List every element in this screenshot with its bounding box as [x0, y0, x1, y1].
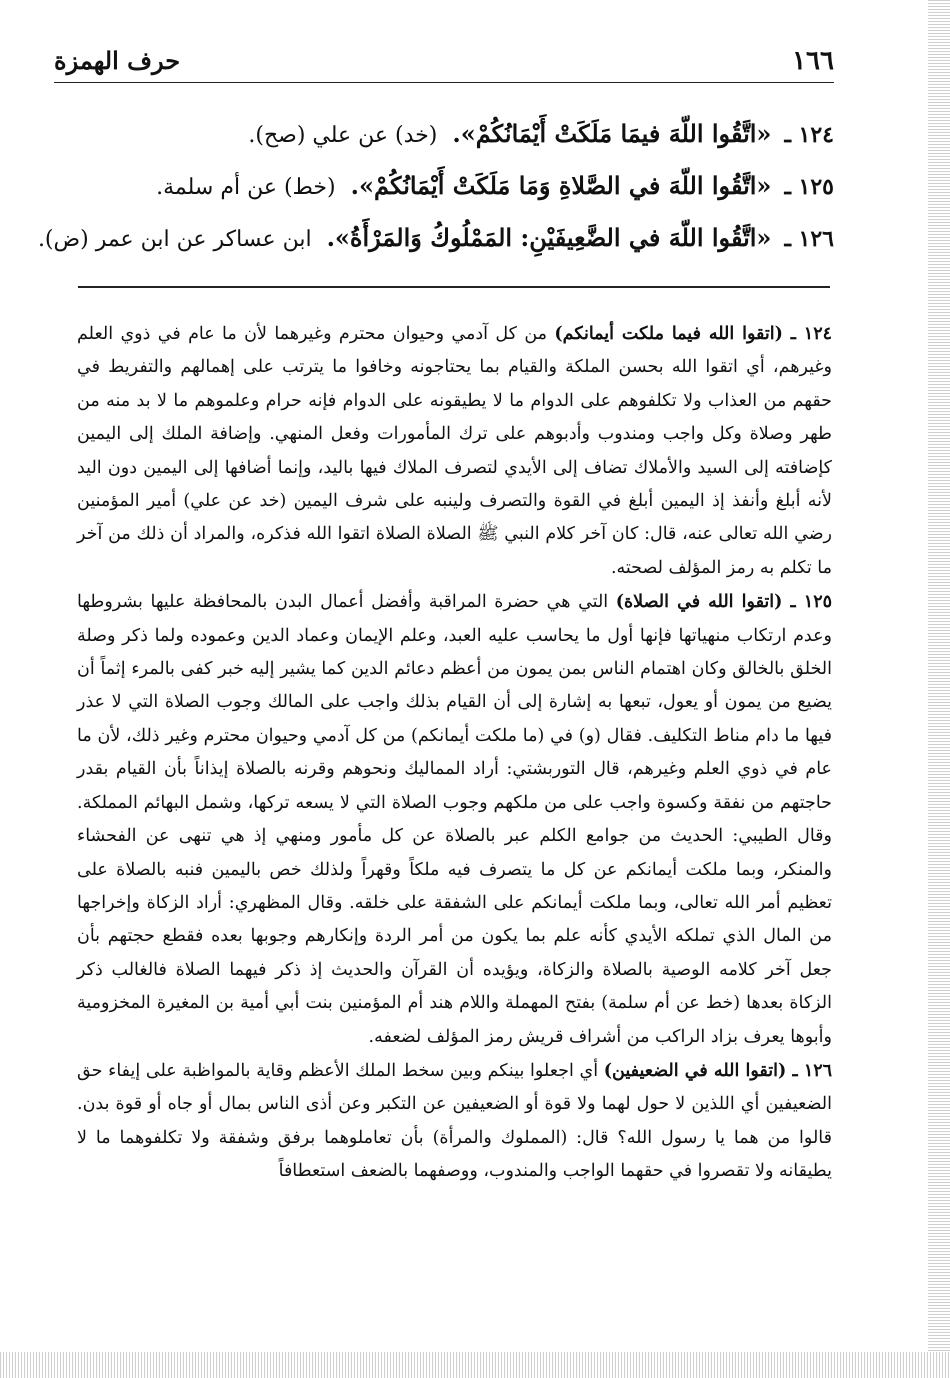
hadith-number: ١٢٤ ـ: [784, 122, 834, 148]
hadith-text: «اتَّقُوا اللّهَ في الضَّعِيفَيْنِ: المَمْلُوكُ وَالمَرْأَةُ».: [326, 223, 772, 252]
hadith-number: ١٢٥ ـ: [784, 174, 834, 200]
chapter-title: حرف الهمزة: [54, 46, 188, 75]
hadith-text: «اتَّقُوا اللّهَ فيمَا مَلَكَتْ أَيْمَانُكُمْ».: [452, 119, 772, 148]
hadith-126: [37, 212, 834, 264]
commentary-body: أي اجعلوا بينكم وبين سخط الملك الأعظم وقاية بالمواظبة على إيفاء حق الضعيفين أي اللذين لا حول لهما ولا قوة أو الضعيفين عن التكبر وعن أذى الناس بمال أو جاه أو قوة بدن. قالوا من هما يا رسول الله؟ قال: (المملوك والمرأة) بأن تعاملوهما برفق وشفقة ولا تكلفوهما ما لا يطيقانه ولا تقصروا في حقهما الواجب والمندوب، ووصفهما بالضعف استعطافاً: [77, 1060, 832, 1182]
commentary-126: [77, 1055, 832, 1189]
hadith-source: (خد) عن علي (صح).: [248, 123, 438, 148]
hadith-source: (خط) عن أم سلمة.: [156, 175, 336, 200]
hadith-125: [134, 160, 834, 212]
commentary-124: [77, 318, 832, 585]
commentary-lead: ١٢٥ ـ (اتقوا الله في الصلاة): [615, 592, 832, 613]
commentary-body: من كل آدمي وحيوان محترم وغيرهما لأن ما عام في ذوي العلم وغيرهم، أي اتقوا الله بحسن الملكة والقيام بما يحتاجونه وخافوا ما يترتب على إهمالهم والتفريط في حقهم من العذاب ولا تكلفوهم على الدوام ما لا يطيقونه على الدوام فإنه حرام وعلموهم ما لا بد منه من طهر وصلاة وكل واجب ومندوب وأدبوهم على ترك المأمورات وفعل المنهي. وإضافة الملك إلى اليمين كإضافته إلى السيد والأملاك تضاف إلى الأيدي لتصرف الملاك فيها باليد، وإنما أضافها إلى اليمين دون اليد لأنه أبلغ وأنفذ إذ اليمين أبلغ في القوة والتصرف ولينبه على شرف اليمين (خد عن علي) أمير المؤمنين رضي الله تعالى عنه، قال: كان آخر كلام النبي ﷺ الصلاة الصلاة اتقوا الله فذكره، والمراد أن ذلك من آخر ما تكلم به رمز المؤلف لصحته.: [77, 324, 832, 578]
commentary-125: [77, 586, 832, 1054]
hadith-text: «اتَّقُوا اللّهَ في الصَّلاةِ وَمَا مَلَكَتْ أَيْمَانُكُمْ».: [350, 171, 772, 200]
page-number: ١٦٦: [784, 46, 834, 76]
commentary: [77, 318, 832, 1189]
commentary-lead: ١٢٦ ـ (اتقوا الله في الضعيفين): [603, 1060, 833, 1081]
hadith-number: ١٢٦ ـ: [784, 226, 834, 252]
hadith-list: [37, 108, 834, 264]
commentary-lead: ١٢٤ ـ (اتقوا الله فيما ملكت أيمانكم): [554, 324, 832, 344]
page-header: [54, 44, 834, 83]
commentary-body: التي هي حضرة المراقبة وأفضل أعمال البدن بالمحافظة عليها بشروطها وعدم ارتكاب منهياتها فإنها أول ما يحاسب عليه العبد، وعلم الإيمان وعماد الدين وعموده ولما ذكر وصلة الخلق بالخالق وكان اهتمام الناس بمن يمون من أعظم دعائم الدين كما يشير إليه خبر كفى بالمرء إثماً أن يضيع من يمون أو يعول، تبعها به إشارة إلى أن القيام بذلك واجب على المالك وجوب الصلاة التي لا عذر فيها ما دام مناط التكليف. فقال (و) في (ما ملكت أيمانكم) من كل آدمي وحيوان محترم وغير ذلك، لأن ما عام في ذوي العلم وغيرهم، قال التوربشتي: أراد المماليك ونحوهم وقرنه بالصلاة إيذاناً بأن القيام بقدر حاجتهم من نفقة وكسوة واجب على من ملكهم وجوب الصلاة التي لا يسعه تركها، وشمل البهائم المملكة. وقال الطيبي: الحديث من جوامع الكلم عبر بالصلاة عن كل مأمور ومنهي إذ هي تنهى عن الفحشاء والمنكر، وبما ملكت أيمانكم عن كل ما يتصرف فيه ملكاً وقهراً ولذلك خص باليمين فنبه بالصلاة على تعظيم أمر الله تعالى، وبما ملكت أيمانكم على الشفقة على خلقه. وقال المظهري: أراد الزكاة وإخراجها من المال الذي تملكه الأيدي كأنه علم بما يكون من أمر الردة وإنكارهم وجوبها بعده فقطع حجتهم بأن جعل آخر كلامه الوصية بالصلاة والزكاة، ويؤيده أن القرآن والحديث إذ ذكر فيهما الصلاة فالغالب ذكر الزكاة بعدها (خط عن أم سلمة) بفتح المهملة واللام هند أم المؤمنين بنت أبي أمية بن المغيرة المخزومية وأبوها يعرف بزاد الراكب من أشراف قريش رمز المؤلف لضعفه.: [77, 592, 832, 1047]
hadith-124: [134, 108, 834, 160]
hadith-source: ابن عساكر عن ابن عمر (ض).: [37, 227, 312, 252]
section-divider: [78, 286, 830, 288]
